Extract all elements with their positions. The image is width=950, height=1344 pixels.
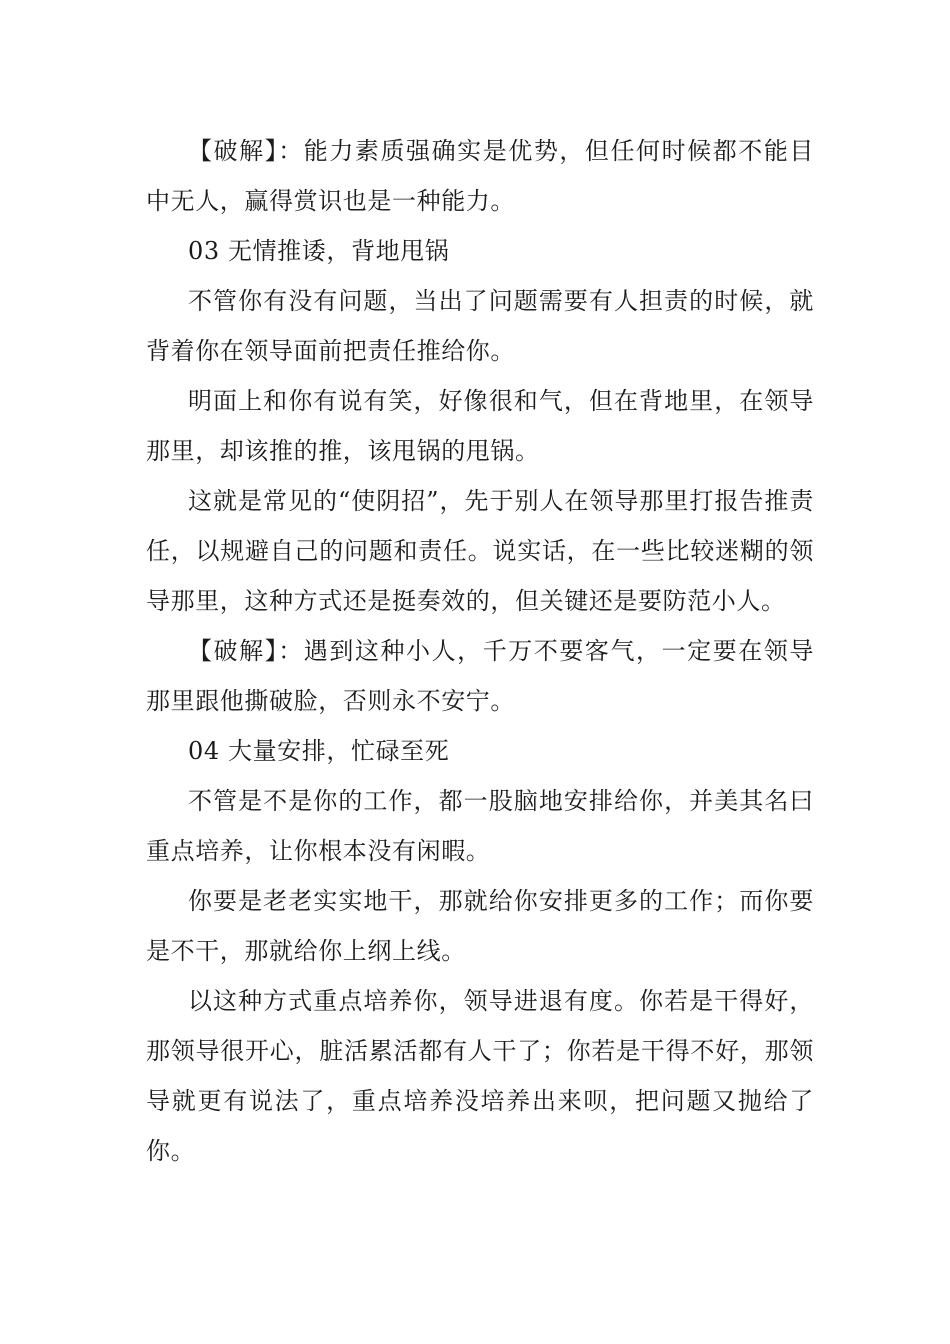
paragraph: 明面上和你有说有笑，好像很和气，但在背地里，在领导那里，却该推的推，该甩锅的甩锅。 [146,387,814,465]
paragraph-crack-1: 【破解】：能力素质强确实是优势，但任何时候都不能目中无人，赢得赏识也是一种能力。 [146,137,814,215]
paragraph: 这就是常见的“使阴招”，先于别人在领导那里打报告推责任，以规避自己的问题和责任。说实话，在一些比较迷糊的领导那里，这种方式还是挺奏效的，但关键还是要防范小人。 [146,487,814,615]
paragraph: 以这种方式重点培养你，领导进退有度。你若是干得好，那领导很开心，脏活累活都有人干了；你若是干得不好，那领导就更有说法了，重点培养没培养出来呗，把问题又抛给了你。 [146,987,814,1165]
paragraph: 不管你有没有问题，当出了问题需要有人担责的时候，就背着你在领导面前把责任推给你。 [146,287,814,365]
document-body [146,126,814,1176]
section-heading-03: 03 无情推诿，背地甩锅 [188,237,450,265]
paragraph: 不管是不是你的工作，都一股脑地安排给你，并美其名曰重点培养，让你根本没有闲暇。 [146,787,814,865]
paragraph-crack-2: 【破解】：遇到这种小人，千万不要客气，一定要在领导那里跟他撕破脸，否则永不安宁。 [146,637,814,715]
section-heading-04: 04 大量安排，忙碌至死 [188,737,450,765]
paragraph: 你要是老老实实地干，那就给你安排更多的工作；而你要是不干，那就给你上纲上线。 [146,887,814,965]
